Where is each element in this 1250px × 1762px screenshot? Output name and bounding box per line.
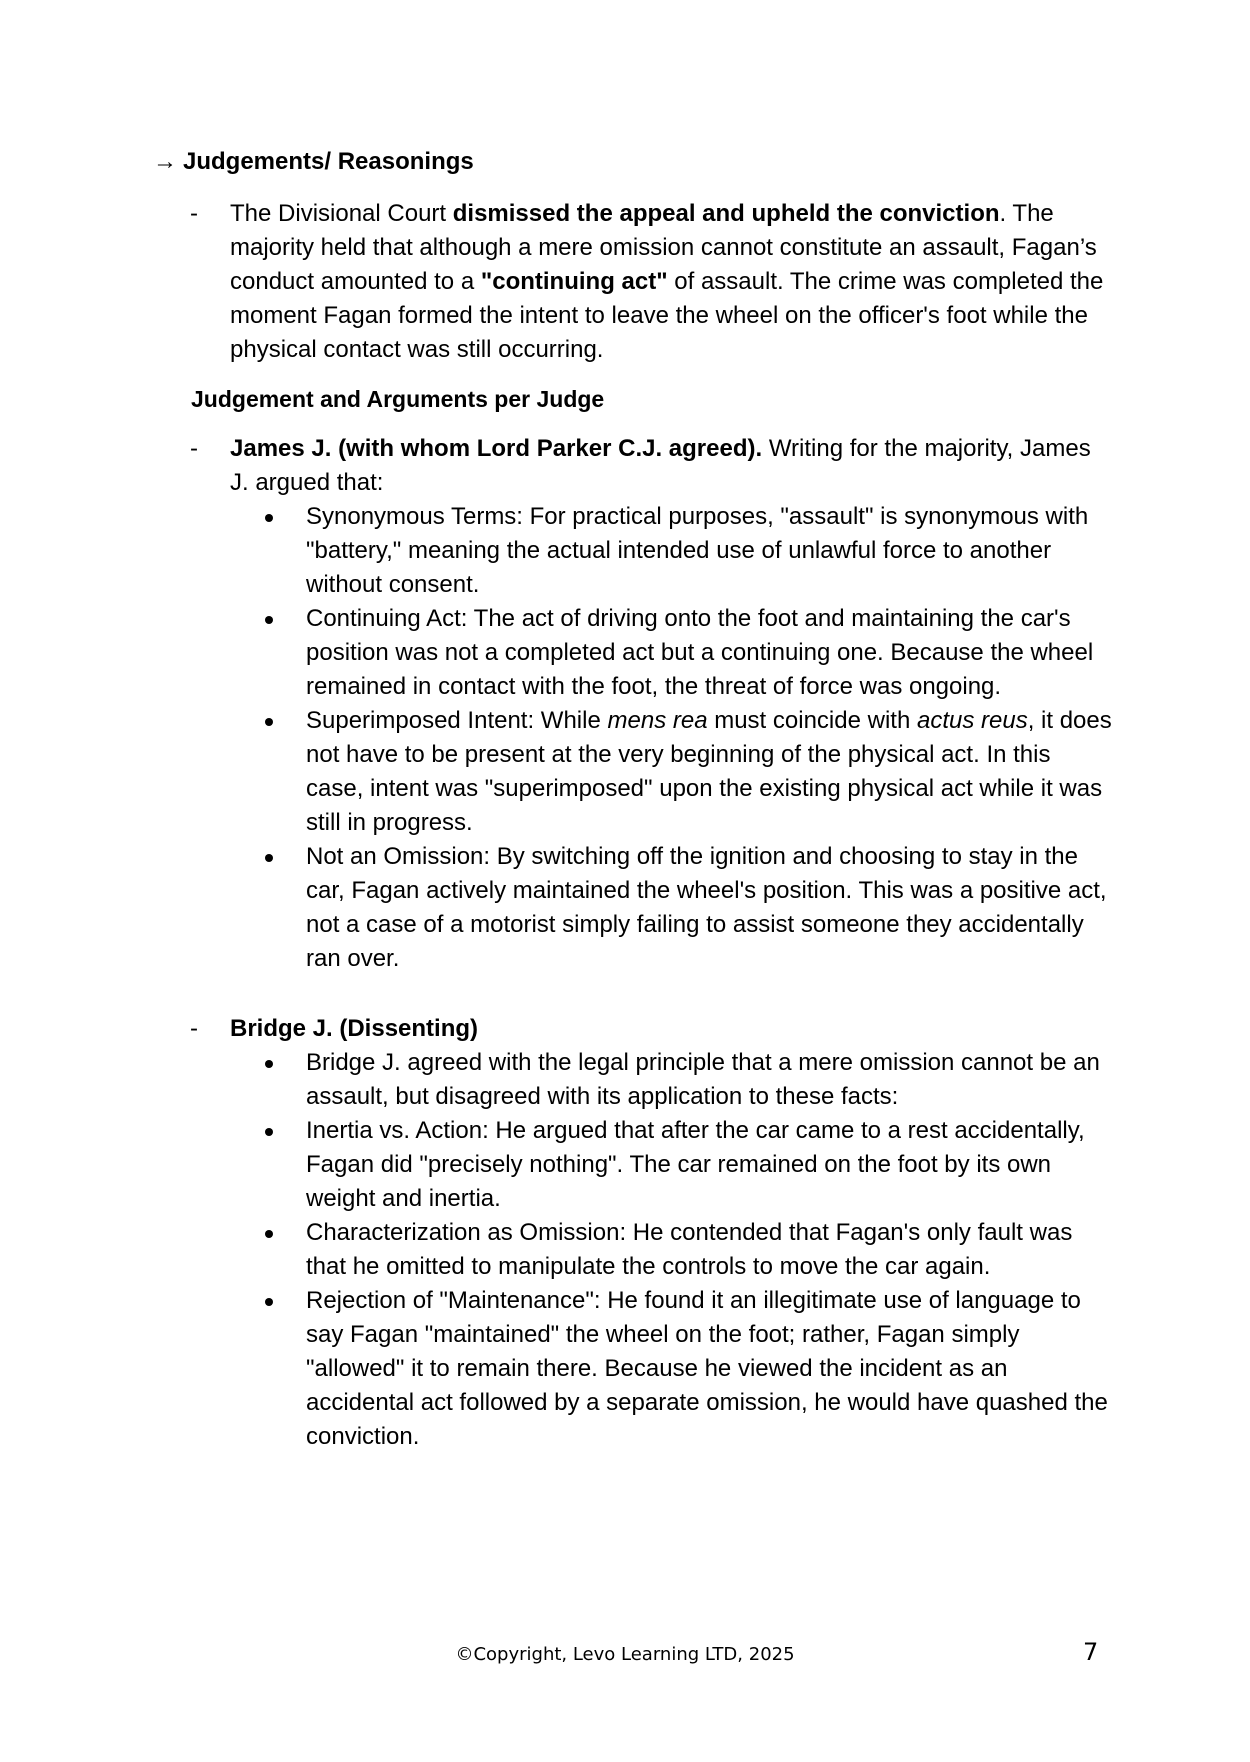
summary-bold-holding: dismissed the appeal and upheld the conviction <box>452 200 1000 227</box>
summary-paragraph <box>190 197 1110 367</box>
page-number: 7 <box>1083 1638 1099 1666</box>
bullet-icon <box>265 1230 273 1238</box>
list-item-text: Inertia vs. Action: He argued that after the car came to a rest accidentally, Fagan did "precisely nothing". The car remained on the foot by its own weight and inertia. <box>306 1117 1085 1212</box>
bullet-icon <box>265 1060 273 1068</box>
bullet-icon <box>265 718 273 726</box>
list-item-text: must coincide with <box>707 707 917 734</box>
copyright-footer: ©Copyright, Levo Learning LTD, 2025 <box>455 1644 795 1665</box>
james-judgement <box>190 432 1110 500</box>
list-item <box>263 840 1113 976</box>
italic-term: mens rea <box>607 707 708 734</box>
james-judge-name: James J. (with whom Lord Parker C.J. agreed). <box>230 435 763 462</box>
list-item <box>263 1216 1113 1284</box>
bridge-judgement <box>190 1012 1110 1046</box>
dash-marker: - <box>190 435 198 462</box>
bullet-icon <box>265 1128 273 1136</box>
james-intro <box>230 432 1110 500</box>
dash-marker: - <box>190 200 198 227</box>
list-item <box>263 500 1113 602</box>
list-item-text: Continuing Act: The act of driving onto the foot and maintaining the car's position was not a completed act but a continuing one. Because the wheel remained in contact with the foot, the threat of force was ongoing. <box>306 605 1094 700</box>
section-heading <box>153 145 474 179</box>
dash-marker: - <box>190 1015 198 1042</box>
arrow-right-icon: → <box>153 148 177 175</box>
bullet-icon <box>265 616 273 624</box>
list-item-text: Bridge J. agreed with the legal principle that a mere omission cannot be an assault, but disagreed with its application to these facts: <box>306 1049 1100 1110</box>
list-item <box>263 704 1113 840</box>
list-item-text: , it does not have to be present at the very beginning of the physical act. In this case, intent was "superimposed" upon the existing physical act while it was still in progress. <box>306 707 1112 836</box>
summary-bold-continuing-act: "continuing act" <box>480 268 668 295</box>
list-item-text: Rejection of "Maintenance": He found it an illegitimate use of language to say Fagan "maintained" the wheel on the foot; rather, Fagan simply "allowed" it to remain there. Because he viewed the incident as an accidental act followed by a separate omission, he would have quashed the conviction. <box>306 1287 1108 1450</box>
summary-text-part: . The majority held that although a mere omission cannot constitute an assault, Fagan’s conduct amounted to a <box>230 200 1097 295</box>
bridge-bullet-list <box>263 1046 1113 1454</box>
bridge-judge-name: Bridge J. (Dissenting) <box>230 1015 479 1042</box>
list-item <box>263 1284 1113 1454</box>
james-bullet-list <box>263 500 1113 976</box>
list-item <box>263 602 1113 704</box>
italic-term: actus reus <box>916 707 1028 734</box>
list-item-text: Synonymous Terms: For practical purposes, "assault" is synonymous with "battery," meaning the actual intended use of unlawful force to another without consent. <box>306 503 1089 598</box>
bullet-icon <box>265 854 273 862</box>
section-heading-text: Judgements/ Reasonings <box>183 148 474 175</box>
list-item <box>263 1046 1113 1114</box>
list-item-text: Characterization as Omission: He contended that Fagan's only fault was that he omitted to manipulate the controls to move the car again. <box>306 1219 1073 1280</box>
list-item-text: Not an Omission: By switching off the ignition and choosing to stay in the car, Fagan actively maintained the wheel's position. This was a positive act, not a case of a motorist simply failing to assist someone they accidentally ran over. <box>306 843 1107 972</box>
list-item <box>263 1114 1113 1216</box>
summary-text-part: of assault. The crime was completed the moment Fagan formed the intent to leave the wheel on the officer's foot while the physical contact was still occurring. <box>230 268 1104 363</box>
judges-subheading: Judgement and Arguments per Judge <box>191 386 605 412</box>
summary-text <box>230 197 1110 367</box>
james-intro-text: Writing for the majority, James J. argued that: <box>230 435 1091 496</box>
bridge-intro <box>230 1012 1110 1046</box>
bullet-icon <box>265 514 273 522</box>
summary-text-part: The Divisional Court <box>230 200 453 227</box>
bullet-icon <box>265 1298 273 1306</box>
list-item-text: Superimposed Intent: While <box>306 707 608 734</box>
